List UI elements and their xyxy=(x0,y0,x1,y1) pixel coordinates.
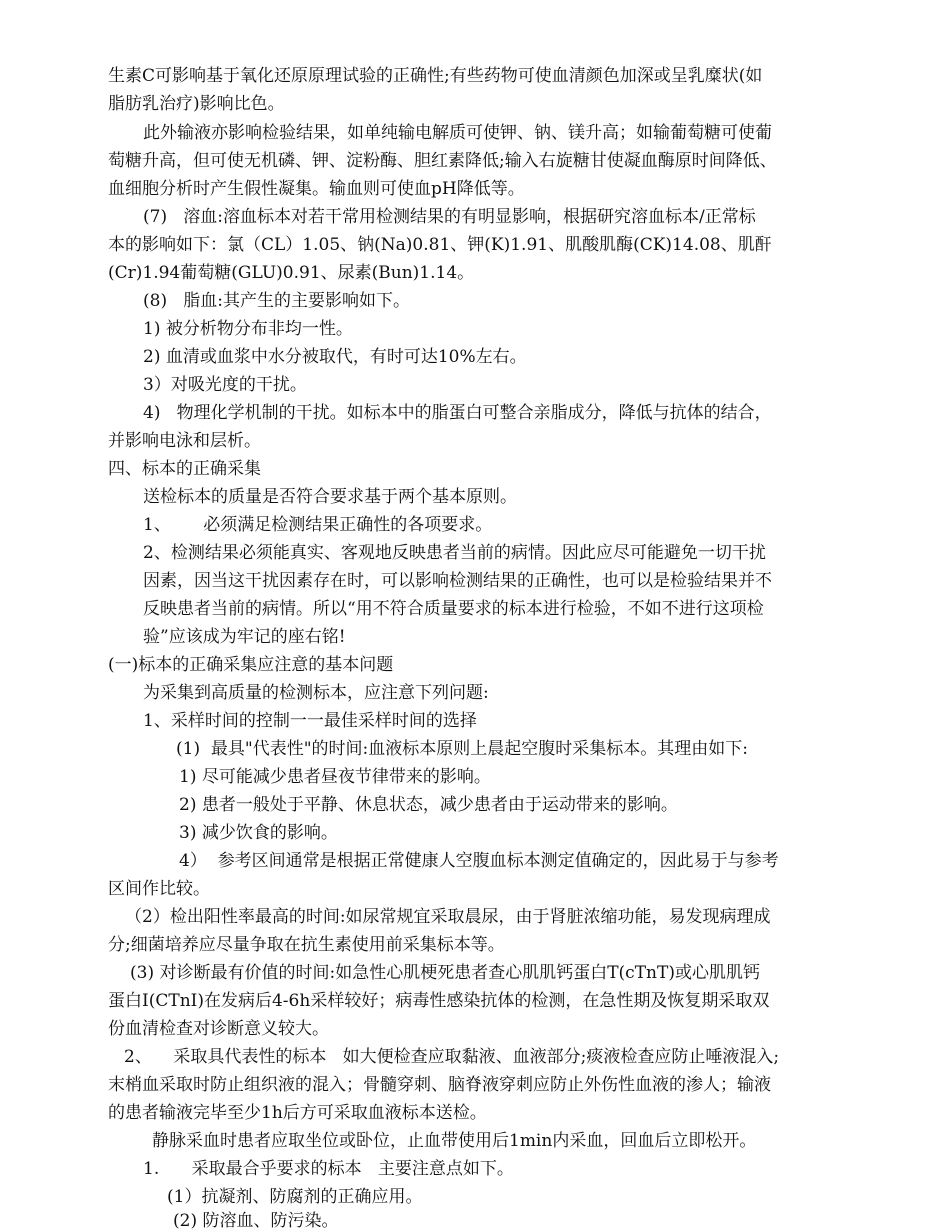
text-line: 末梢血采取时防止组织液的混入；骨髓穿刺、脑脊液穿刺应防止外伤性血液的渗人；输液 xyxy=(108,1075,771,1095)
text-line: (Cr)1.94葡萄糖(GLU)0.91、尿素(Bun)1.14。 xyxy=(108,263,475,283)
text-line: (2) 防溶血、防污染。 xyxy=(173,1211,339,1231)
text-line: 2) 患者一般处于平静、休息状态，减少患者由于运动带来的影响。 xyxy=(179,795,678,815)
text-line: 2) 血清或血浆中水分被取代，有时可达10%左右。 xyxy=(143,347,527,367)
text-line: 验”应该成为牢记的座右铭! xyxy=(143,627,346,647)
text-line: 血细胞分析时产生假性凝集。输血则可使血pH降低等。 xyxy=(108,179,525,199)
text-line: 萄糖升高，但可使无机磷、钾、淀粉酶、胆红素降低;输入右旋糖甘使凝血酶原时间降低、 xyxy=(108,151,777,171)
text-line: 本的影响如下：氯（CL）1.05、钠(Na)0.81、钾(K)1.91、肌酸肌酶(CK)14.08、肌酐 xyxy=(108,235,772,255)
text-line: 4） 参考区间通常是根据正常健康人空腹血标本测定值确定的，因此易于与参考 xyxy=(179,851,779,871)
text-line: 为采集到高质量的检测标本，应注意下列问题: xyxy=(143,683,489,703)
text-line: 1. 采取最合乎要求的标本 主要注意点如下。 xyxy=(143,1159,514,1179)
text-line: 1) 尽可能减少患者昼夜节律带来的影响。 xyxy=(179,767,491,787)
text-line: (7) 溶血:溶血标本对若干常用检测结果的有明显影响，根据研究溶血标本/正常标 xyxy=(143,207,756,227)
text-line: 4) 物理化学机制的干扰。如标本中的脂蛋白可整合亲脂成分，降低与抗体的结合， xyxy=(143,403,772,423)
text-line: 2、检测结果必须能真实、客观地反映患者当前的病情。因此应尽可能避免一切干扰 xyxy=(143,543,766,563)
text-line: (8) 脂血:其产生的主要影响如下。 xyxy=(143,291,411,311)
text-line: 因素，因当这干扰因素存在时，可以影响检测结果的正确性，也可以是检验结果并不 xyxy=(143,571,772,591)
text-line: (1）抗凝剂、防腐剂的正确应用。 xyxy=(167,1187,423,1207)
section-heading: 四、标本的正确采集 xyxy=(108,459,261,479)
text-line: 2、 采取具代表性的标本 如大便检查应取黏液、血液部分;痰液检查应防止唾液混入; xyxy=(124,1047,780,1067)
text-line: 送检标本的质量是否符合要求基于两个基本原则。 xyxy=(143,487,517,507)
text-line: 生素C可影响基于氧化还原原理试验的正确性;有些药物可使血清颜色加深或呈乳糜状(如 xyxy=(108,66,763,86)
text-line: 1、采样时间的控制一一最佳采样时间的选择 xyxy=(143,711,477,731)
text-line: 3）对吸光度的干扰。 xyxy=(143,375,307,395)
text-line: 3) 减少饮食的影响。 xyxy=(179,823,338,843)
subsection-heading: (一)标本的正确采集应注意的基本问题 xyxy=(108,655,394,675)
text-line: 反映患者当前的病情。所以“用不符合质量要求的标本进行检验，不如不进行这项检 xyxy=(143,599,764,619)
text-line: 区间作比较。 xyxy=(108,879,210,899)
text-line: 并影响电泳和层析。 xyxy=(108,431,261,451)
text-line: (3) 对诊断最有价值的时间:如急性心肌梗死患者查心肌肌钙蛋白T(cTnT)或心肌肌钙 xyxy=(130,963,760,983)
text-line: (1) 最具"代表性"的时间:血液标本原则上晨起空腹时采集标本。其理由如下: xyxy=(176,739,748,759)
text-line: 的患者输液完毕至少1h后方可采取血液标本送检。 xyxy=(108,1103,487,1123)
text-line: 份血清检查对诊断意义较大。 xyxy=(108,1019,329,1039)
text-line: 脂肪乳治疗)影响比色。 xyxy=(108,94,285,114)
text-line: 静脉采血时患者应取坐位或卧位，止血带使用后1min内采血，回血后立即松开。 xyxy=(152,1131,757,1151)
text-line: 蛋白I(CTnI)在发病后4-6h采样较好；病毒性感染抗体的检测，在急性期及恢复期采取双 xyxy=(108,991,770,1011)
text-line: 分;细菌培养应尽量争取在抗生素使用前采集标本等。 xyxy=(108,935,505,955)
text-line: 此外输液亦影响检验结果，如单纯输电解质可使钾、钠、镁升高；如输葡萄糖可使葡 xyxy=(143,123,772,143)
text-line: 1、 必须满足检测结果正确性的各项要求。 xyxy=(143,515,493,535)
text-line: 1) 被分析物分布非均一性。 xyxy=(143,319,353,339)
text-line: （2）检出阳性率最高的时间:如尿常规宜采取晨尿，由于肾脏浓缩功能，易发现病理成 xyxy=(125,907,771,927)
